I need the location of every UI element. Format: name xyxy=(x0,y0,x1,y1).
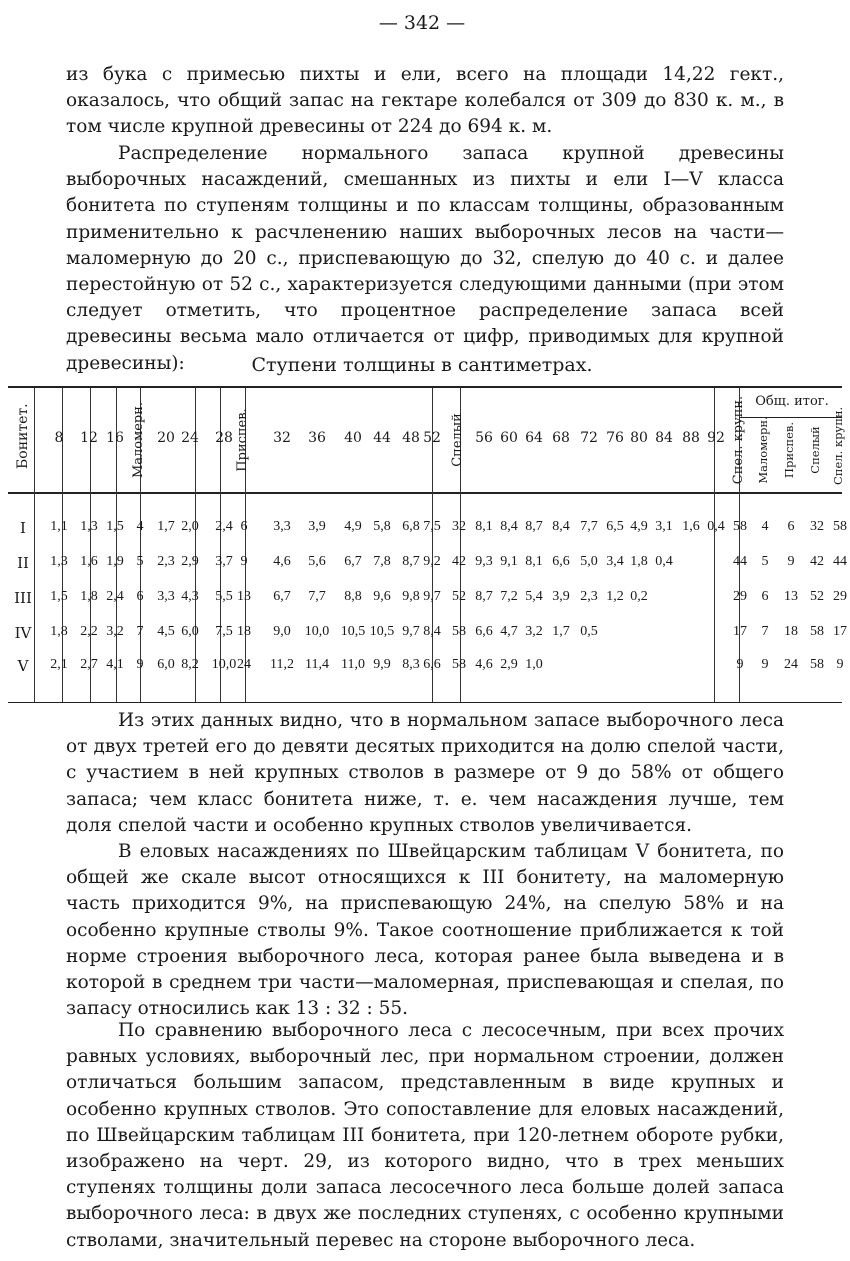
table-cell: 42 xyxy=(810,554,824,569)
row-label-4: V xyxy=(17,657,29,675)
column-header-5: 24 xyxy=(181,430,199,446)
table-cell: 9,7 xyxy=(402,624,420,639)
table-cell: 8,8 xyxy=(344,589,362,604)
table-cell: 11,4 xyxy=(305,657,329,672)
table-cell: 13 xyxy=(784,589,798,604)
table-cell: 58 xyxy=(810,657,824,672)
table-cell: 5,8 xyxy=(373,519,391,534)
table-cell: 0,4 xyxy=(655,554,673,569)
table-cell: 8,1 xyxy=(475,519,493,534)
table-cell: 8,7 xyxy=(402,554,420,569)
table-cell: 2,0 xyxy=(181,519,199,534)
table-cell: 10,5 xyxy=(340,624,366,639)
table-cell: 5 xyxy=(136,554,144,569)
table-cell: 9,2 xyxy=(423,554,441,569)
table-cell: 58 xyxy=(452,657,466,672)
table-cell: 2,4 xyxy=(106,589,124,604)
table-cell: 8,7 xyxy=(475,589,493,604)
row-label-1: II xyxy=(17,554,29,572)
table-cell: 7,2 xyxy=(500,589,518,604)
table-cell: 6,0 xyxy=(181,624,199,639)
paragraph-5: По сравнению выборочного леса с лесосечным, при всех прочих равных условиях, выборочный лес, при нормальном строении, должен отличаться большим запасом, представленным в виде крупных и особенно крупных стволов. Это сопоставление для еловых насаждений, по Швейцарским таблицам III бонитета, при 120-летнем обороте рубки, изображено на черт. 29, из которого видно, что в трех меньших ступенях толщины доли запаса лесосечного леса больше долей запаса выборочного леса: в двух же последних ступенях, с особенно крупными стволами, значительный перевес на стороне выборочного леса. xyxy=(66,1020,784,1251)
table-cell: 2,9 xyxy=(181,554,199,569)
column-header-1: 12 xyxy=(80,430,98,446)
table-caption: Ступени толщины в сантиметрах. xyxy=(251,354,593,376)
column-header-12: 48 xyxy=(402,430,420,446)
table-cell: 2,1 xyxy=(50,657,68,672)
table-cell: 8,3 xyxy=(402,657,420,672)
column-header-9: 36 xyxy=(308,430,326,446)
table-cell: 1,3 xyxy=(50,554,68,569)
column-header-14: Спелый xyxy=(450,413,465,467)
column-header-0: 8 xyxy=(54,430,64,446)
table-cell: 2,4 xyxy=(215,519,233,534)
table-cell: 9,3 xyxy=(475,554,493,569)
table-cell: 3,2 xyxy=(525,624,543,639)
table-cell: 6 xyxy=(761,589,769,604)
column-header-18: 68 xyxy=(552,430,570,446)
table-cell: 8,2 xyxy=(181,657,199,672)
table-cell: 10,0 xyxy=(211,657,237,672)
table-header-rule xyxy=(8,492,842,494)
table-cell: 2,7 xyxy=(80,657,98,672)
table-cell: 1,8 xyxy=(50,624,68,639)
page-number: — 342 — xyxy=(378,12,466,34)
table-cell: 4,5 xyxy=(157,624,175,639)
table-cell: 6,6 xyxy=(423,657,441,672)
table-cell: 9 xyxy=(240,554,248,569)
table-cell: 9,7 xyxy=(423,589,441,604)
table-cell: 58 xyxy=(833,519,847,534)
table-cell: 8,4 xyxy=(552,519,570,534)
table-cell: 18 xyxy=(784,624,798,639)
table-cell: 29 xyxy=(833,589,847,604)
table-cell: 0,5 xyxy=(580,624,598,639)
row-header: Бонитет. xyxy=(15,403,31,469)
column-header-27: Приспев. xyxy=(782,421,796,479)
table-cell: 1,3 xyxy=(80,519,98,534)
table-cell: 3,3 xyxy=(273,519,291,534)
table-cell: 6,7 xyxy=(344,554,362,569)
table-top-rule xyxy=(8,386,842,388)
table-cell: 58 xyxy=(733,519,747,534)
table-cell: 4,6 xyxy=(475,657,493,672)
table-cell: 17 xyxy=(833,624,847,639)
table-cell: 2,2 xyxy=(80,624,98,639)
paragraph-3: Из этих данных видно, что в нормальном запасе выборочного леса от двух третей его до девяти десятых приходится на долю спелой части, с участием в ней крупных стволов в размере от 9 до 58% от общего запаса; чем класс бонитета ниже, т. е. чем насаждения лучше, тем доля спелой части и особенно крупных стволов увеличивается. xyxy=(66,710,784,836)
table-cell: 3,4 xyxy=(606,554,624,569)
table-cell: 0,2 xyxy=(630,589,648,604)
table-cell: 9,8 xyxy=(402,589,420,604)
table-cell: 6,8 xyxy=(402,519,420,534)
table-cell: 44 xyxy=(733,554,747,569)
table-cell: 24 xyxy=(237,657,251,672)
table-cell: 9 xyxy=(787,554,795,569)
table-cell: 1,0 xyxy=(525,657,543,672)
table-cell: 3,9 xyxy=(308,519,326,534)
table-cell: 2,3 xyxy=(580,589,598,604)
column-divider xyxy=(34,388,35,702)
table-cell: 4,7 xyxy=(500,624,518,639)
table-cell: 2,9 xyxy=(500,657,518,672)
column-header-8: 32 xyxy=(273,430,291,446)
table-cell: 7,7 xyxy=(308,589,326,604)
table-cell: 1,6 xyxy=(80,554,98,569)
table-cell: 1,1 xyxy=(50,519,68,534)
table-cell: 6,6 xyxy=(475,624,493,639)
table-cell: 11,0 xyxy=(341,657,365,672)
column-header-21: 80 xyxy=(630,430,648,446)
column-header-24: 92 xyxy=(707,430,725,446)
row-label-0: I xyxy=(20,519,26,537)
table-cell: 5,5 xyxy=(215,589,233,604)
table-cell: 44 xyxy=(833,554,847,569)
table-cell: 10,5 xyxy=(369,624,395,639)
table-cell: 6,7 xyxy=(273,589,291,604)
column-header-22: 84 xyxy=(655,430,673,446)
column-header-19: 72 xyxy=(580,430,598,446)
column-header-13: 52 xyxy=(423,430,441,446)
table-cell: 1,5 xyxy=(106,519,124,534)
table-cell: 1,7 xyxy=(552,624,570,639)
table-cell: 7,7 xyxy=(580,519,598,534)
table-cell: 4,9 xyxy=(344,519,362,534)
column-header-23: 88 xyxy=(682,430,700,446)
table-cell: 11,2 xyxy=(270,657,294,672)
table-cell: 6,0 xyxy=(157,657,175,672)
column-header-4: 20 xyxy=(157,430,175,446)
table-cell: 1,6 xyxy=(682,519,700,534)
column-header-3: Маломерн. xyxy=(131,401,146,479)
column-header-7: Приспев. xyxy=(235,408,250,472)
table-cell: 4 xyxy=(761,519,769,534)
table-cell: 17 xyxy=(733,624,747,639)
table-cell: 9 xyxy=(136,657,144,672)
paragraph-2: Распределение нормального запаса крупной древесины выборочных насаждений, смешанных из пихты и ели I—V класса бонитета по ступеням толщины и по классам толщины, образованным применительно к расчленению наших выборочных лесов на части—маломерную до 20 с., приспевающую до 32, спелую до 40 с. и далее перестойную от 52 с., характеризуется следующими данными (при этом следует отметить, что процентное распределение запаса всей древесины весьма мало отличается от цифр, приводимых для крупной древесины): xyxy=(66,143,784,374)
table-cell: 29 xyxy=(733,589,747,604)
table-cell: 52 xyxy=(452,589,466,604)
table-cell: 6 xyxy=(240,519,248,534)
table-cell: 9 xyxy=(836,657,844,672)
table-cell: 7 xyxy=(761,624,769,639)
table-cell: 7,5 xyxy=(423,519,441,534)
table-bottom-rule xyxy=(8,702,842,703)
table-cell: 18 xyxy=(237,624,251,639)
column-header-26: Маломерн. xyxy=(756,416,770,484)
column-header-2: 16 xyxy=(106,430,124,446)
table-cell: 4 xyxy=(136,519,144,534)
table-cell: 4,1 xyxy=(106,657,124,672)
table-cell: 42 xyxy=(452,554,466,569)
column-header-25: Спел. крупн. xyxy=(731,395,746,485)
column-header-16: 60 xyxy=(500,430,518,446)
table-cell: 13 xyxy=(237,589,251,604)
table-cell: 1,8 xyxy=(80,589,98,604)
paragraph-4: В еловых насаждениях по Швейцарским таблицам V бонитета, по общей же скале высот относящихся к III бонитету, на маломерную часть приходится 9%, на приспевающую 24%, на спелую 58% и на особенно крупные стволы 9%. Такое соотношение приближается к той норме строения выборочного леса, которая ранее была выведена и в которой в среднем три части—маломерная, приспевающая и спелая, по запасу относились как 13 : 32 : 55. xyxy=(66,841,784,1020)
table-cell: 5,0 xyxy=(580,554,598,569)
table-cell: 2,3 xyxy=(157,554,175,569)
table-cell: 1,2 xyxy=(606,589,624,604)
column-header-11: 44 xyxy=(373,430,391,446)
table-cell: 0,4 xyxy=(707,519,725,534)
table-cell: 32 xyxy=(452,519,466,534)
table-cell: 32 xyxy=(810,519,824,534)
column-header-29: Спел. крупн. xyxy=(831,406,845,485)
table-cell: 3,3 xyxy=(157,589,175,604)
table-cell: 4,3 xyxy=(181,589,199,604)
table-cell: 9 xyxy=(736,657,744,672)
table-cell: 6 xyxy=(787,519,795,534)
row-label-3: IV xyxy=(14,624,32,642)
table-cell: 1,9 xyxy=(106,554,124,569)
table-cell: 7,5 xyxy=(215,624,233,639)
table-cell: 10,0 xyxy=(304,624,330,639)
table-cell: 8,4 xyxy=(423,624,441,639)
column-header-15: 56 xyxy=(475,430,493,446)
table-cell: 58 xyxy=(452,624,466,639)
table-cell: 5 xyxy=(761,554,769,569)
table-cell: 24 xyxy=(784,657,798,672)
column-header-20: 76 xyxy=(606,430,624,446)
table-cell: 8,7 xyxy=(525,519,543,534)
table-cell: 3,2 xyxy=(106,624,124,639)
table-cell: 4,6 xyxy=(273,554,291,569)
table-cell: 6 xyxy=(136,589,144,604)
table-cell: 3,1 xyxy=(655,519,673,534)
table-cell: 9,1 xyxy=(500,554,518,569)
table-cell: 6,5 xyxy=(606,519,624,534)
table-cell: 6,6 xyxy=(552,554,570,569)
table-cell: 5,6 xyxy=(308,554,326,569)
group-header: Общ. итог. xyxy=(755,394,829,409)
table-cell: 8,1 xyxy=(525,554,543,569)
table-cell: 52 xyxy=(810,589,824,604)
table-cell: 3,9 xyxy=(552,589,570,604)
table-cell: 7,8 xyxy=(373,554,391,569)
table-cell: 5,4 xyxy=(525,589,543,604)
table-cell: 3,7 xyxy=(215,554,233,569)
column-header-17: 64 xyxy=(525,430,543,446)
table-cell: 9,6 xyxy=(373,589,391,604)
table-cell: 9 xyxy=(761,657,769,672)
table-cell: 4,9 xyxy=(630,519,648,534)
table-cell: 1,8 xyxy=(630,554,648,569)
table-cell: 1,5 xyxy=(50,589,68,604)
table-cell: 7 xyxy=(136,624,144,639)
table-cell: 8,4 xyxy=(500,519,518,534)
table-cell: 1,7 xyxy=(157,519,175,534)
paragraph-1: из бука с примесью пихты и ели, всего на площади 14,22 гект., оказалось, что общий запас на гектаре колебался от 309 до 830 к. м., в том числе крупной древесины от 224 до 694 к. м. xyxy=(66,64,784,138)
table-cell: 58 xyxy=(810,624,824,639)
column-header-6: 28 xyxy=(215,430,233,446)
row-label-2: III xyxy=(14,589,32,607)
table-cell: 9,0 xyxy=(273,624,291,639)
column-header-10: 40 xyxy=(344,430,362,446)
table-cell: 9,9 xyxy=(373,657,391,672)
column-header-28: Спелый xyxy=(808,426,822,474)
